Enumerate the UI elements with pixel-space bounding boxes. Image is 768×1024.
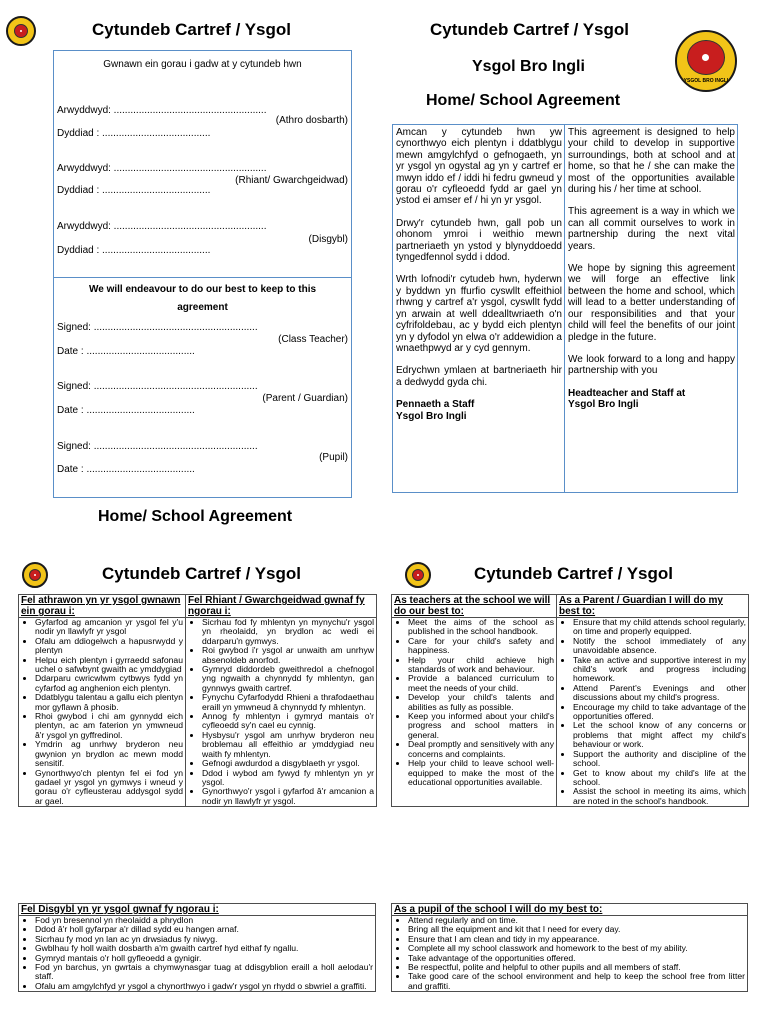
- school-crest: [675, 30, 737, 92]
- list-item: • Complete all my school classwork and homework to the best of my ability.: [408, 944, 745, 953]
- list-item: • Notify the school immediately of any unavoidable absence.: [573, 637, 746, 656]
- list-item: • Rhoi gwybod i chi am gynnydd eich plentyn, ac am faterion yn ymwneud â'r ysgol yn gyffredinol.: [35, 712, 183, 740]
- english-teachers-header: As teachers at the school we will do our best to:: [392, 595, 557, 618]
- list-item: • Ddatblygu talentau a gallu eich plentyn mor gyflawn â phosib.: [35, 693, 183, 712]
- list-item: • Meet the aims of the school as published in the school handbook.: [408, 618, 554, 637]
- english-intro-paragraph: We look forward to a long and happy partnership with you: [568, 353, 735, 377]
- welsh-parents-header: Fel Rhiant / Gwarchgeidwad gwnaf fy ngorau i:: [186, 595, 377, 618]
- english-sign-2: Ysgol Bro Ingli: [568, 399, 639, 411]
- school-logo: [22, 562, 48, 588]
- welsh-intro-paragraph: Drwy'r cytundeb hwn, gall pob un ohonom ymroi i weithio mewn partneriaeth yn ystod y blynyddoedd tyngedfennol sydd i ddod.: [396, 217, 562, 264]
- list-item: • Annog fy mhlentyn i gymryd mantais o'r cyfleoedd sy'n cael eu cynnig.: [202, 712, 374, 731]
- welsh-date-teacher: Dyddiad : .......................................: [57, 128, 211, 139]
- list-item: • Fod yn bresennol yn rheolaidd a phrydlon: [35, 916, 373, 925]
- title-bottom-right: Cytundeb Cartref / Ysgol: [474, 564, 673, 583]
- english-parents-header: As a Parent / Guardian I will do my best to:: [557, 595, 749, 618]
- welsh-parents-items: [188, 618, 374, 806]
- list-item: • Gynorthwyo'ch plentyn fel ei fod yn gadael yr ysgol yn gymwys i wneud y gorau o'r cyfleusterau addysgol sydd ar gael.: [35, 769, 183, 807]
- list-item: • Be respectful, polite and helpful to other pupils and all members of staff.: [408, 963, 745, 972]
- english-intro: [568, 127, 735, 411]
- list-item: • Get to know about my child's life at the school.: [573, 769, 746, 788]
- list-item: • Deal promptly and sensitively with any concerns and complaints.: [408, 740, 554, 759]
- column-divider: [564, 125, 565, 492]
- welsh-pledge-table: [18, 594, 377, 807]
- welsh-intro-paragraph: Amcan y cytundeb hwn yw cynorthwyo eich plentyn i ddatblygu mewn amgylchfyd o gefnogaeth, yn yr ysgol yn ogystal ag yn y cartref er mwyn iddo ef / iddi hi fedru gwneud y gorau o'r cyfleoedd fydd ar gael yn ystod ei amser ef / hi yn yr ysgol.: [396, 127, 562, 207]
- welsh-role-teacher: (Athro dosbarth): [275, 115, 348, 126]
- welsh-intro-paragraph: Wrth lofnodi'r cytudeb hwn, hyderwn y byddwn yn ffurfio cyswllt effeithiol rhwng y cartref a'r ysgol, cyswllt fydd yn arwain at well ddealltwriaeth o'n cyfrifoldebau, ac y bydd eich plentyn yn y dyfodol yn elwa o'r addewidion a wnaethpwyd ar y cyd gennym.: [396, 274, 562, 354]
- divider: [54, 277, 351, 278]
- list-item: • Ensure that I am clean and tidy in my appearance.: [408, 935, 745, 944]
- list-item: • Take good care of the school environment and help to keep the school free from litter and graffiti.: [408, 972, 745, 991]
- list-item: • Ofalu am ddiogelwch a hapusrwydd y plentyn: [35, 637, 183, 656]
- welsh-teachers-list: [19, 618, 186, 807]
- list-item: • Attend regularly and on time.: [408, 916, 745, 925]
- english-role-parent: (Parent / Guardian): [262, 393, 348, 404]
- english-header: We will endeavour to do our best to keep to this agreement: [88, 284, 317, 313]
- list-item: • Ofalu am amgylchfyd yr ysgol a chynorthwyo i gadw'r ysgol yn rhydd o sbwriel a graffiti.: [35, 982, 373, 991]
- welsh-role-parent: (Rhiant/ Gwarchgeidwad): [235, 175, 348, 186]
- list-item: • Sicrhau fy mod yn lan ac yn drwsiadus fy niwyg.: [35, 935, 373, 944]
- list-item: • Help your child achieve high standards of work and behaviour.: [408, 656, 554, 675]
- signature-box: [53, 50, 352, 498]
- welsh-intro-text: [396, 127, 562, 388]
- title-bottom-left: Cytundeb Cartref / Ysgol: [102, 564, 301, 583]
- welsh-date-pupil: Dyddiad : .......................................: [57, 245, 211, 256]
- english-pupil-table: [391, 903, 748, 992]
- welsh-sign-teacher: Arwyddwyd: .......................................................: [57, 105, 267, 116]
- school-name: Ysgol Bro Ingli: [472, 58, 585, 75]
- welsh-pupil-list: [19, 916, 376, 992]
- list-item: • Gymryd diddordeb gweithredol a chefnogol yng ngwaith a chynnydd fy mhlentyn, gan gynnwys gwaith cartref.: [202, 665, 374, 693]
- welsh-date-parent: Dyddiad : .......................................: [57, 185, 211, 196]
- welsh-pupil-table: [18, 903, 376, 992]
- english-intro-paragraph: This agreement is a way in which we can all commit ourselves to work in partnership during the next vital years.: [568, 206, 735, 252]
- english-sign-teacher: Signed: ...........................................................: [57, 322, 258, 333]
- title-top-right: Cytundeb Cartref / Ysgol: [430, 20, 629, 39]
- list-item: • Gwblhau fy holl waith dosbarth a'm gwaith cartref hyd eithaf fy ngallu.: [35, 944, 373, 953]
- list-item: • Take advantage of the opportunities offered.: [408, 954, 745, 963]
- welsh-intro-paragraph: Edrychwn ymlaen at bartneriaeth hir a dedwydd gyda chi.: [396, 365, 562, 388]
- english-intro-text: [568, 127, 735, 377]
- english-teachers-list: [392, 618, 557, 807]
- welsh-header: Gwnawn ein gorau i gadw at y cytundeb hwn: [103, 59, 302, 70]
- subtitle: Home/ School Agreement: [426, 92, 621, 109]
- school-logo: [405, 562, 431, 588]
- list-item: • Roi gwybod i'r ysgol ar unwaith am unrhyw absenoldeb anorfod.: [202, 646, 374, 665]
- list-item: • Assist the school in meeting its aims, which are noted in the school's handbook.: [573, 787, 746, 806]
- english-sign-parent: Signed: ...........................................................: [57, 381, 258, 392]
- english-intro-paragraph: This agreement is designed to help your child to develop in supportive surroundings, both at school and at home, so that he / she can make the most of the opportunities available during his / her time at school.: [568, 127, 735, 196]
- title-top-left: Cytundeb Cartref / Ysgol: [92, 20, 291, 39]
- list-item: • Hysbysu'r ysgol am unrhyw bryderon neu broblemau all effeithio ar ymddygiad neu waith fy mhlentyn.: [202, 731, 374, 759]
- english-teachers-items: [394, 618, 554, 787]
- list-item: • Gynorthwyo'r ysgol i gyfarfod â'r amcanion a nodir yn llawlyfr yr ysgol.: [202, 787, 374, 806]
- list-item: • Let the school know of any concerns or problems that might affect my child's behaviour or work.: [573, 721, 746, 749]
- welsh-pupil-items: [21, 916, 373, 991]
- list-item: • Gymryd mantais o'r holl gyfleoedd a gynigir.: [35, 954, 373, 963]
- list-item: • Care for your child's safety and happiness.: [408, 637, 554, 656]
- welsh-role-pupil: (Disgybl): [308, 234, 348, 245]
- english-pupil-list: [392, 916, 748, 992]
- english-parents-list: [557, 618, 749, 807]
- list-item: • Ddarparu cwricwlwm cytbwys fydd yn cyfarfod ag anghenion eich plentyn.: [35, 674, 183, 693]
- footer-title: Home/ School Agreement: [98, 508, 293, 525]
- list-item: • Ddod â'r holl gyfarpar a'r dillad sydd eu hangen arnaf.: [35, 925, 373, 934]
- list-item: • Gefnogi awdurdod a disgyblaeth yr ysgol.: [202, 759, 374, 768]
- english-date-teacher: Date : .......................................: [57, 346, 195, 357]
- crest-text: YSGOL BRO INGLI: [683, 78, 729, 84]
- welsh-sign-1: Pennaeth a Staff: [396, 399, 475, 411]
- list-item: • Bring all the equipment and kit that I need for every day.: [408, 925, 745, 934]
- welsh-sign-2: Ysgol Bro Ingli: [396, 410, 467, 422]
- english-pledge-table: [391, 594, 749, 807]
- list-item: • Help your child to leave school well-equipped to make the most of the educational opportunities available.: [408, 759, 554, 787]
- list-item: • Ensure that my child attends school regularly, on time and properly equipped.: [573, 618, 746, 637]
- list-item: • Fynychu Cyfarfodydd Rhieni a thrafodaethau eraill yn ymwneud â chynnydd fy mhlentyn.: [202, 693, 374, 712]
- english-intro-paragraph: We hope by signing this agreement we will forge an effective link between the home and school, which will lead to a better understanding of our responsibilities and that your child will feel the benefits of our joint pledge in the future.: [568, 263, 735, 343]
- list-item: • Provide a balanced curriculum to meet the needs of your child.: [408, 674, 554, 693]
- welsh-teachers-header: Fel athrawon yn yr ysgol gwnawn ein gorau i:: [19, 595, 186, 618]
- list-item: • Support the authority and discipline of the school.: [573, 750, 746, 769]
- welsh-parents-list: [186, 618, 377, 807]
- english-sign-pupil: Signed: ...........................................................: [57, 441, 258, 452]
- english-role-teacher: (Class Teacher): [278, 334, 348, 345]
- english-pupil-items: [394, 916, 745, 991]
- welsh-sign-parent: Arwyddwyd: .......................................................: [57, 163, 267, 174]
- list-item: • Ddod i wybod am fywyd fy mhlentyn yn yr ysgol.: [202, 769, 374, 788]
- list-item: • Gyfarfod ag amcanion yr ysgol fel y'u nodir yn llawlyfr yr ysgol: [35, 618, 183, 637]
- list-item: • Encourage my child to take advantage of the opportunities offered.: [573, 703, 746, 722]
- english-parents-items: [559, 618, 746, 806]
- list-item: • Sicrhau fod fy mhlentyn yn mynychu'r ysgol yn rheolaidd, yn brydlon ac wedi ei ddarparu'n gymwys.: [202, 618, 374, 646]
- welsh-sign-pupil: Arwyddwyd: .......................................................: [57, 221, 267, 232]
- english-date-pupil: Date : .......................................: [57, 464, 195, 475]
- english-pupil-header: As a pupil of the school I will do my best to:: [392, 904, 748, 916]
- list-item: • Fod yn barchus, yn gwrtais a chymwynasgar tuag at ddisgyblion eraill a holl aelodau'r staff.: [35, 963, 373, 982]
- english-role-pupil: (Pupil): [319, 452, 348, 463]
- school-logo: [6, 16, 36, 46]
- list-item: • Helpu eich plentyn i gyrraedd safonau uchel o safwbynt gwaith ac ymddygiad: [35, 656, 183, 675]
- list-item: • Take an active and supportive interest in my child's work and progress including homework.: [573, 656, 746, 684]
- welsh-intro: [396, 127, 562, 422]
- intro-box: [392, 124, 738, 493]
- list-item: • Develop your child's talents and abilities as fully as possible.: [408, 693, 554, 712]
- list-item: • Ymdrin ag unrhwy bryderon neu gwynion yn brydlon ac mewn modd sensitif.: [35, 740, 183, 768]
- list-item: • Attend Parent's Evenings and other discussions about my child's progress.: [573, 684, 746, 703]
- welsh-teachers-items: [21, 618, 183, 806]
- welsh-pupil-header: Fel Disgybl yn yr ysgol gwnaf fy ngorau i:: [19, 904, 376, 916]
- english-date-parent: Date : .......................................: [57, 405, 195, 416]
- english-sign-1: Headteacher and Staff at: [568, 387, 686, 399]
- list-item: • Keep you informed about your child's progress and school matters in general.: [408, 712, 554, 740]
